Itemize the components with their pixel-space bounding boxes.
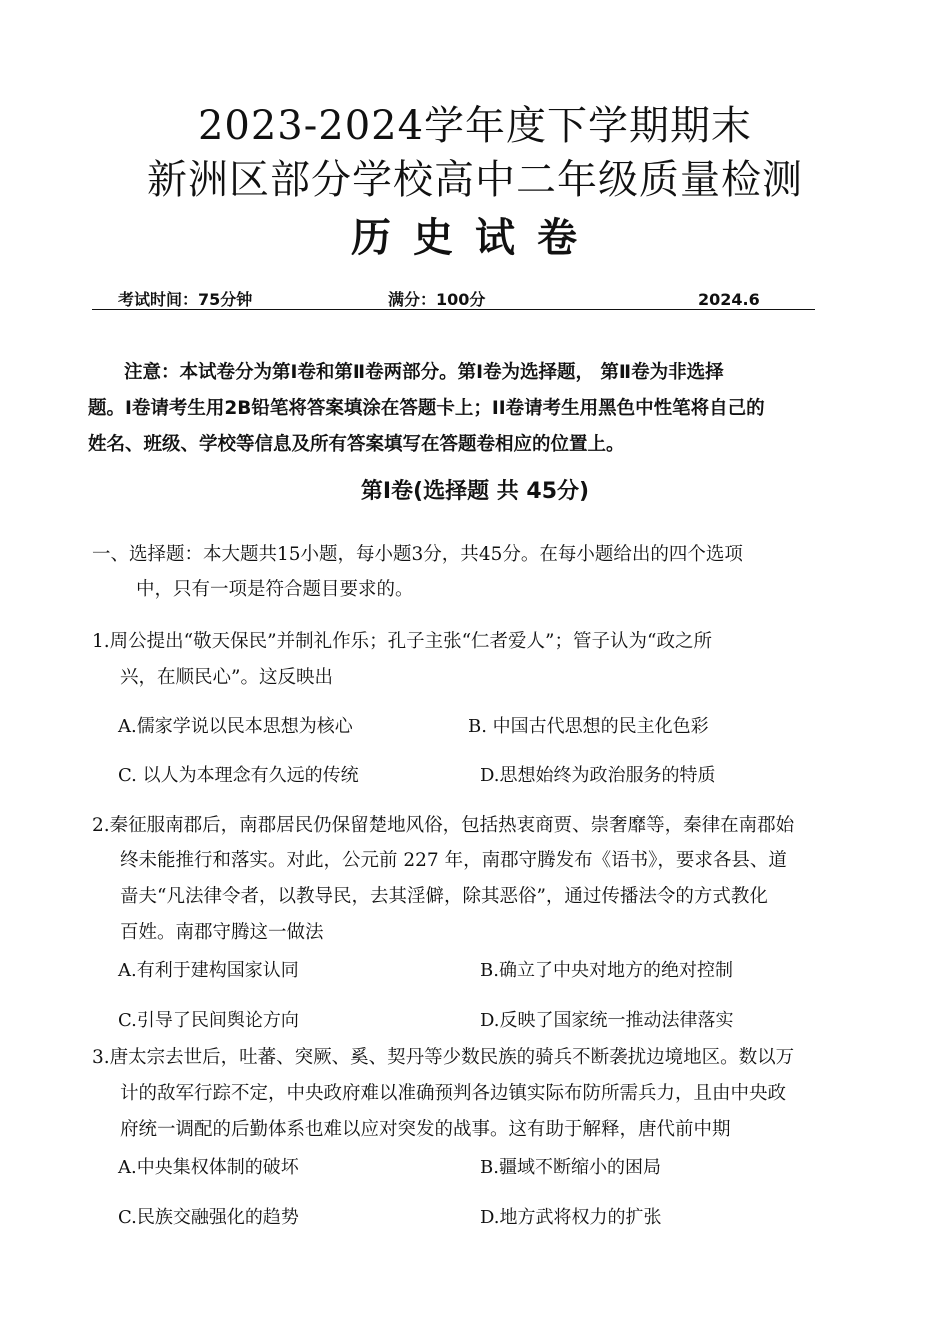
question-1-line-1: 1.周公提出“敬天保民”并制礼作乐；孔子主张“仁者爱人”；管子认为“政之所 [92, 631, 712, 652]
question-2-option-c: C.引导了民间舆论方向 [118, 1010, 299, 1031]
instructions-line-2: 中，只有一项是符合题目要求的。 [136, 579, 414, 600]
full-score: 满分：100分 [388, 290, 486, 309]
question-1-line-2: 兴，在顺民心”。这反映出 [120, 667, 333, 688]
section-title: 第Ⅰ卷(选择题 共 45分) [360, 479, 590, 504]
question-1-option-d: D.思想始终为政治服务的特质 [480, 765, 716, 786]
notice-line-1: 注意：本试卷分为第Ⅰ卷和第Ⅱ卷两部分。第Ⅰ卷为选择题， 第Ⅱ卷为非选择 [124, 362, 724, 383]
question-3-line-1: 3.唐太宗去世后，吐蕃、突厥、奚、契丹等少数民族的骑兵不断袭扰边境地区。数以万 [92, 1047, 795, 1068]
question-3-option-a: A.中央集权体制的破坏 [118, 1157, 299, 1178]
exam-subject-title: 历史试卷 [351, 215, 599, 261]
question-2-line-1: 2.秦征服南郡后，南郡居民仍保留楚地风俗，包括热衷商贾、崇奢靡等，秦律在南郡始 [92, 815, 795, 836]
question-1-option-c: C. 以人为本理念有久远的传统 [118, 765, 359, 786]
question-1-option-a: A.儒家学说以民本思想为核心 [118, 716, 353, 737]
notice-line-3: 姓名、班级、学校等信息及所有答案填写在答题卷相应的位置上。 [88, 434, 625, 455]
question-2-option-a: A.有利于建构国家认同 [118, 960, 299, 981]
question-2-line-3: 啬夫“凡法律令者，以教导民，去其淫僻，除其恶俗”，通过传播法令的方式教化 [120, 886, 768, 907]
question-2-line-2: 终未能推行和落实。对此，公元前 227 年，南郡守腾发布《语书》，要求各县、道 [120, 850, 787, 871]
exam-title-line1: 2023-2024学年度下学期期末 [197, 103, 753, 149]
notice-line-2: 题。Ⅰ卷请考生用2B铅笔将答案填涂在答题卡上；II卷请考生用黑色中性笔将自己的 [88, 398, 765, 419]
question-3-option-d: D.地方武将权力的扩张 [480, 1207, 662, 1228]
exam-date: 2024.6 [698, 290, 760, 309]
header-rule [92, 309, 815, 310]
question-2-option-d: D.反映了国家统一推动法律落实 [480, 1010, 734, 1031]
question-2-line-4: 百姓。南郡守腾这一做法 [120, 922, 324, 943]
instructions-line-1: 一、选择题：本大题共15小题，每小题3分，共45分。在每小题给出的四个选项 [92, 544, 743, 565]
exam-time: 考试时间：75分钟 [118, 290, 253, 309]
question-3-line-3: 府统一调配的后勤体系也难以应对突发的战事。这有助于解释，唐代前中期 [120, 1119, 731, 1140]
question-3-option-c: C.民族交融强化的趋势 [118, 1207, 299, 1228]
question-3-option-b: B.疆域不断缩小的困局 [480, 1157, 661, 1178]
question-3-line-2: 计的敌军行踪不定，中央政府难以准确预判各边镇实际布防所需兵力，且由中央政 [120, 1083, 787, 1104]
question-2-option-b: B.确立了中央对地方的绝对控制 [480, 960, 733, 981]
exam-title-line2: 新洲区部分学校高中二年级质量检测 [147, 157, 803, 203]
question-1-option-b: B. 中国古代思想的民主化色彩 [468, 716, 709, 737]
